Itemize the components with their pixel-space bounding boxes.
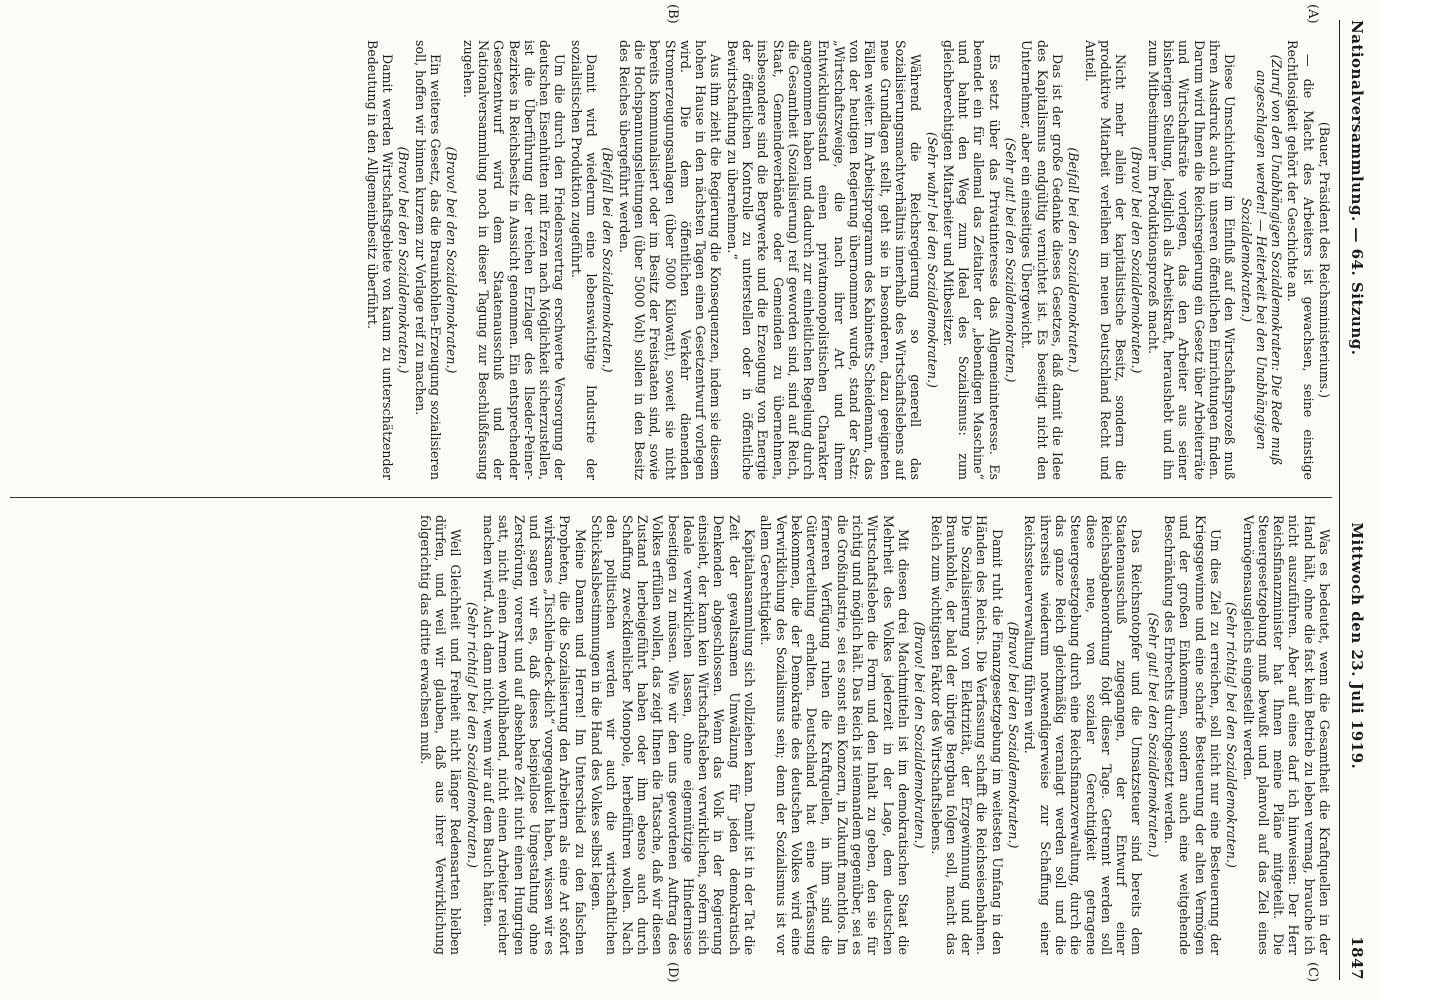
paragraph: Damit ruht die Finanzgesetzgebung im weitesten Umfang in den Händen des Reichs. Die Verfassung schafft die Reichseisenbahnen. Die Sozialisierung von Elektrizität, der Erzgewinnung und der Braunkohle, der bald der übrige Bergbau folgen soll, macht das Reich zum wichtigsten Faktor des Wirtschaftslebens. <box>928 515 1005 955</box>
paragraph: Weil Gleichheit und Freiheit nicht länger Redensarten bleiben dürfen, und weil wir glauben, daß aus ihrer Verwirklichung folgerichtig das dritte erwachsen muß. <box>417 515 464 955</box>
column-divider <box>10 497 1332 498</box>
paragraph: Ein weiteres Gesetz, das die Braunkohlen-Erzeugung sozialisieren soll, hoffen wir binnen kurzem zur Vorlage reif zu machen. <box>412 40 444 480</box>
paragraph: Damit wird wiederum eine lebenswichtige Industrie der sozialistischen Produktion zugeführt. <box>568 40 600 480</box>
paragraph: Das ist der große Gedanke dieses Gesetzes, daß damit die Idee des Kapitalismus endgültig vernichtet ist. Es beseitigt nicht den Unternehmer, aber ein einseitiges Übergewicht. <box>1019 40 1065 480</box>
paragraph: Was es bedeutet, wenn die Gesamtheit die Kraftquellen in der Hand hält, ohne die fast kein Betrieb zu leben vermag, brauche ich nicht auszuführen. Aber auf eines darf ich hinweisen: Der Herr Reichsfinanzminister hat Ihnen meine Pläne mitgeteilt. Die Steuergesetzgebung muß bewußt und planvoll auf das Ziel eines Vermögensausgleichs eingestellt werden. <box>1240 515 1332 955</box>
paragraph: Aus ihm zieht die Regierung die Konsequenzen, indem sie diesem hohen Hause in den nächsten Tagen einen Gesetzentwurf vorlegen wird. Die dem öffentlichen Verkehr dienenden Stromerzeugungsanlagen (über 5000 Kilowatt), soweit sie nicht bereits kommunalisiert oder im Besitz der Freistaaten sind, sowie die Hochspannungsleitungen (über 5000 Volt) sollen in den Besitz des Reiches übergeführt werden. <box>616 40 724 480</box>
paragraph: Um dies Ziel zu erreichen, soll nicht nur eine Besteuerung der Kriegsgewinne und eine scharfe Besteuerung der alten Vermögen und der großen Einkommen, sondern auch eine weitgehende Beschränkung des Erbrechts durchgesetzt werden. <box>1162 515 1223 955</box>
margin-letter-a: (A) <box>1305 4 1320 24</box>
margin-letter-d: (D) <box>665 962 680 983</box>
header-date: Mittwoch den 23. Juli 1919. <box>1348 522 1366 770</box>
interjection: (Bravo! bei den Sozialdemokraten.) <box>444 146 460 374</box>
paragraph: Diese Umschichtung im Einfluß auf den Wirtschaftsprozeß muß ihren Ausdruck auch in unseren öffentlichen Einrichtungen finden. Darum wird Ihnen die Reichsregierung ein Gesetz über Arbeiterräte und Wirtschaftsräte vorlegen, das den Arbeiter aus seiner bisherigen Stellung, lediglich als Arbeitskraft, heraushebt und ihn zum Mitbestimmer im Produktionsprozeß macht. <box>1145 40 1238 480</box>
interjection: (Sehr richtig! bei den Sozialdemokraten.) <box>464 602 480 868</box>
speaker-line: (Bauer, Präsident des Reichsministeriums.) <box>1317 121 1332 399</box>
page-number: 1847 <box>1348 936 1366 980</box>
interjection: (Beifall bei den Sozialdemokraten.) <box>1066 147 1082 373</box>
paragraph: Damit werden Wirtschaftsgebiete von kaum zu unterschätzender Bedeutung in den Allgemeinbesitz überführt. <box>364 40 396 480</box>
interjection: (Sehr wahr! bei den Sozialdemokraten.) <box>924 132 940 388</box>
paragraph: Meine Damen und Herren! Im Unterschied zu den falschen Propheten, die die Sozialisierung den Arbeitern als eine Art sofort wirksames „Tischlein-deck-dich“ vorgegaukelt haben, wissen wir es und sagen wir es, daß dieses beispiellose Umgestaltung ohne Zerstörung, vorerst und auf absehbare Zeit nicht einen Hungrigen satt, nicht einen Armen wohlhabend, nicht einen Arbeiter reicher machen wird. Auch dann nicht, wenn wir auf dem Bauch hätten. <box>480 515 588 955</box>
paragraph: — die Macht des Arbeiters ist gewachsen, seine einstige Rechtlosigkeit gehört der Geschichte an. <box>1285 40 1316 480</box>
page-header <box>1339 20 1374 980</box>
paragraph: Mit diesen drei Machtmitteln ist im demokratischen Staat die Mehrheit des Volkes jederzeit in der Lage, dem deutschen Wirtschaftsleben die Form und den Inhalt zu geben, den sie für richtig und möglich hält. Das Reich ist niemandem gegenüber, sei es die Großindustrie, sei es sonst ein Konzern, in Zukunft machtlos. Im ferneren Verfügung ruhen die Kraftquellen, in ihm sind die Güterverteilung erhalten. Deutschland hat eine Verfassung bekommen, die der Demokratie des deutschen Volkes wird eine Verwirklichung des Sozialismus sein; denn der Sozialismus ist vor allem Gerechtigkeit. <box>758 515 911 955</box>
interjection: (Sehr gut! bei den Sozialdemokraten.) <box>1003 137 1019 383</box>
interjection: (Bravo! bei den Sozialdemokraten.) <box>912 621 928 849</box>
left-text-column <box>10 40 1332 480</box>
margin-letter-b: (B) <box>665 4 680 24</box>
interjection: (Sehr gut! bei den Sozialdemokraten.) <box>1145 612 1161 858</box>
margin-letter-c: (C) <box>1305 962 1320 983</box>
interjection: (Sehr richtig! bei den Sozialdemokraten.) <box>1224 602 1240 868</box>
paragraph: Kapitalansammlung sich vollziehen kann. Damit ist in der Tat die Zeit der gewaltsamen Umwälzung für jeden demokratisch Denkenden abgeschlossen. Wenn das Volk in der Regierung einsieht, der kann kein Wirtschaftsleben verwirklichen, sofern sich Ideale verwirklichen lassen, ohne eigennützige Hindernisse beseitigen zu müssen. Wie wir den uns gewordenen Auftrag des Volkes erfüllen wollen, das zeigt Ihnen die Tatsache, daß wir diesen Zustand herbeigeführt haben oder ihm ebenso auch durch Schaffung zweckdienlicher Monopole, herbeiführen wollen. Nach den politischen werden wir auch die wirtschaftlichen Schicksalsbestimmungen in die Hand des Volkes selbst legen. <box>589 515 758 955</box>
paragraph: Das Reichsnotopfer und die Umsatzsteuer sind bereits dem Staatenausschuß zugegangen, der Entwurf einer Reichsabgabenordnung folgt dieser Tage. Getrennt werden soll diese neue, von sozialer Gerechtigkeit getragene Steuergesetzgebung durch eine Reichsfinanzverwaltung, durch die das ganze Reich gleichmäßig veranlagt werden soll und die ihrerseits wiederum notwendigerweise zur Schaffung einer Reichssteuerverwaltung führen wird. <box>1022 515 1145 955</box>
interjection: (Bravo! bei den Sozialdemokraten.) <box>1129 146 1145 374</box>
paragraph: Es setzt über das Privatinteresse das Allgemeininteresse. Es beendet ein für allemal das Zeitalter der „lebendigen Maschine“ und bahnt den Weg zum Ideal des Sozialismus: zum gleichberechtigten Mitarbeiter und Mitbesitzer. <box>940 40 1002 480</box>
paragraph: Während die Reichsregierung so generell das Sozialisierungsmachtverhältnis innerhalb des Wirtschaftslebens auf neue Grundlagen stellt, geht sie in besonderen, dazu geeigneten Fällen weiter. Im Arbeitsprogramm des Kabinetts Scheidemann, das von der heutigen Regierung übernommen wurde, stand der Satz: „Wirtschaftszweige, die nach ihrer Art und ihrem Entwicklungsstand einen privatmonopolistischen Charakter angenommen haben und dadurch zur einheitlichen Regelung durch die Gesamtheit (Sozialisierung) reif geworden sind, sind auf Reich, Staat, Gemeindeverbände oder Gemeinden zu übernehmen, insbesondere sind die Bergwerke und die Erzeugung von Energie der öffentlichen Kontrolle zu unterstellen oder in öffentliche Bewirtschaftung zu übernehmen.“ <box>724 40 924 480</box>
interjection: (Bravo! bei den Sozialdemokraten.) <box>396 146 412 374</box>
interjection: (Bravo! bei den Sozialdemokraten.) <box>1006 621 1022 849</box>
paragraph: Nicht mehr allein der kapitalistische Besitz, sondern die produktive Mitarbeit verleihen im neuen Deutschland Recht und Anteil. <box>1082 40 1129 480</box>
interjection: (Zuruf von den Unabhängigen Sozialdemokraten: Die Rede muß angeschlagen werden! — Heiterkeit bei den Unabhängigen Sozialdemokraten.) <box>1238 54 1285 466</box>
interjection: (Beifall bei den Sozialdemokraten.) <box>600 147 616 373</box>
header-left-title: Nationalversammlung. — 64. Sitzung. <box>1348 20 1366 356</box>
paragraph: Um die durch den Friedensvertrag erschwerte Versorgung der deutschen Eisenhütten mit Erzen nach Möglichkeit sicherzustellen, ist die Überführung der reichen Erzlager des Ilseder-Peiner-Bezirkes in Reichsbesitz in Aussicht genommen. Ein entsprechender Gesetzentwurf wird dem Staatenausschuß und der Nationalversammlung noch in dieser Tagung zur Beschlußfassung zugehen. <box>460 40 568 480</box>
right-text-column <box>10 515 1332 955</box>
